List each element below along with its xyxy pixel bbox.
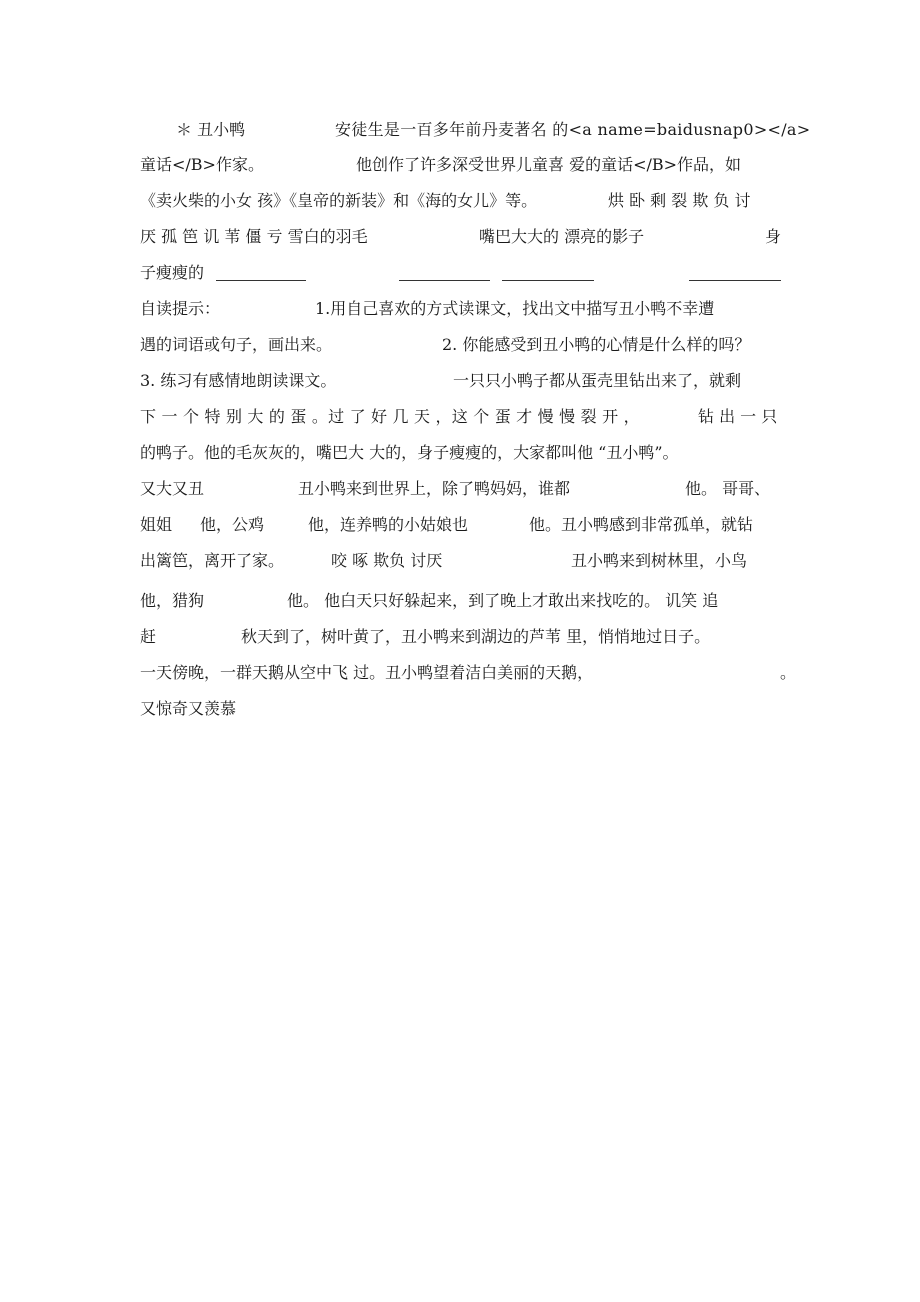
vocabulary-characters: 烘 卧 剩 裂 欺 负 讨 xyxy=(608,191,751,210)
text-line xyxy=(140,511,800,539)
text-segment: 《卖火柴的小女 孩》《皇帝的新装》和《海的女儿》等。 xyxy=(140,191,538,210)
story-text: 下 一 个 特 别 大 的 蛋 。过 了 好 几 天 ，这 个 蛋 才 慢 慢 裂 开 ， xyxy=(140,407,640,426)
fill-blank xyxy=(216,280,306,281)
text-line xyxy=(140,367,800,395)
text-line xyxy=(140,403,800,431)
vocabulary-words: 咬 啄 欺负 讨厌 xyxy=(331,551,443,570)
lesson-title: ＊ 丑小鸭 xyxy=(176,120,246,139)
phrase-item: 子瘦瘦的 xyxy=(140,263,205,282)
story-text: 秋天到了，树叶黄了，丑小鸭来到湖边的芦苇 里，悄悄地过日子。 xyxy=(241,627,711,646)
text-line xyxy=(140,187,800,215)
text-line xyxy=(140,547,800,575)
text-line xyxy=(140,295,800,323)
story-text: 他，公鸡 xyxy=(200,515,265,534)
text-line xyxy=(140,623,800,651)
reading-tip-3: 3. 练习有感情地朗读课文。 xyxy=(140,371,337,390)
story-text: 丑小鸭来到世界上，除了鸭妈妈，谁都 xyxy=(298,479,571,498)
text-line xyxy=(140,223,800,251)
story-text: 一天傍晚，一群天鹅从空中飞 过。丑小鸭望着洁白美丽的天鹅， xyxy=(140,663,594,682)
text-line xyxy=(140,587,800,615)
story-text: 姐姐 xyxy=(140,515,173,534)
story-text: 又大又丑 xyxy=(140,479,205,498)
reading-tip-1: 1.用自己喜欢的方式读课文，找出文中描写丑小鸭不幸遭 xyxy=(315,299,715,318)
story-text: 钻 出 一 只 xyxy=(698,407,778,426)
text-line xyxy=(140,259,800,287)
phrase-item: 身 xyxy=(765,227,782,246)
text-segment: 遇的词语或句子，画出来。 xyxy=(140,335,333,354)
text-line xyxy=(140,439,800,467)
reading-tips-label: 自读提示： xyxy=(140,299,221,318)
text-line xyxy=(140,475,800,503)
story-text: 丑小鸭来到树林里，小鸟 xyxy=(571,551,748,570)
vocabulary-characters: 厌 孤 笆 讥 苇 僵 亏 雪白的羽毛 xyxy=(140,227,368,246)
phrase-item: 嘴巴大大的 漂亮的影子 xyxy=(479,227,645,246)
story-text: 他。 他白天只好躲起来，到了晚上才敢出来找吃的。 讥笑 追 xyxy=(287,591,719,610)
story-text: 。 xyxy=(780,663,797,682)
story-text: 他。 哥哥、 xyxy=(685,479,771,498)
fill-blank xyxy=(689,280,781,281)
text-line xyxy=(140,151,800,179)
story-text: 他，猎狗 xyxy=(140,591,205,610)
story-paragraph: 一只只小鸭子都从蛋壳里钻出来了，就剩 xyxy=(453,371,742,390)
story-text: 的鸭子。他的毛灰灰的，嘴巴大 大的，身子瘦瘦的，大家都叫他 “丑小鸭”。 xyxy=(140,443,679,462)
story-text: 出篱笆，离开了家。 xyxy=(140,551,285,570)
fill-blank xyxy=(502,280,594,281)
text-segment: 童话</B>作家。 xyxy=(140,155,264,174)
text-line xyxy=(140,116,811,144)
text-line xyxy=(140,331,800,359)
text-segment: 安徒生是一百多年前丹麦著名 的<a name=baidusnap0></a> xyxy=(335,120,811,139)
text-line xyxy=(140,695,800,723)
fill-blank xyxy=(399,280,490,281)
story-text: 他，连养鸭的小姑娘也 xyxy=(308,515,469,534)
text-segment: 他创作了许多深受世界儿童喜 爱的童话</B>作品，如 xyxy=(356,155,742,174)
story-text: 他。丑小鸭感到非常孤单，就钻 xyxy=(529,515,754,534)
text-line xyxy=(140,659,800,687)
vocabulary-words: 赶 xyxy=(140,627,157,646)
reading-tip-2: 2. 你能感受到丑小鸭的心情是什么样的吗？ xyxy=(442,335,751,354)
vocabulary-phrase: 又惊奇又羡慕 xyxy=(140,699,237,718)
